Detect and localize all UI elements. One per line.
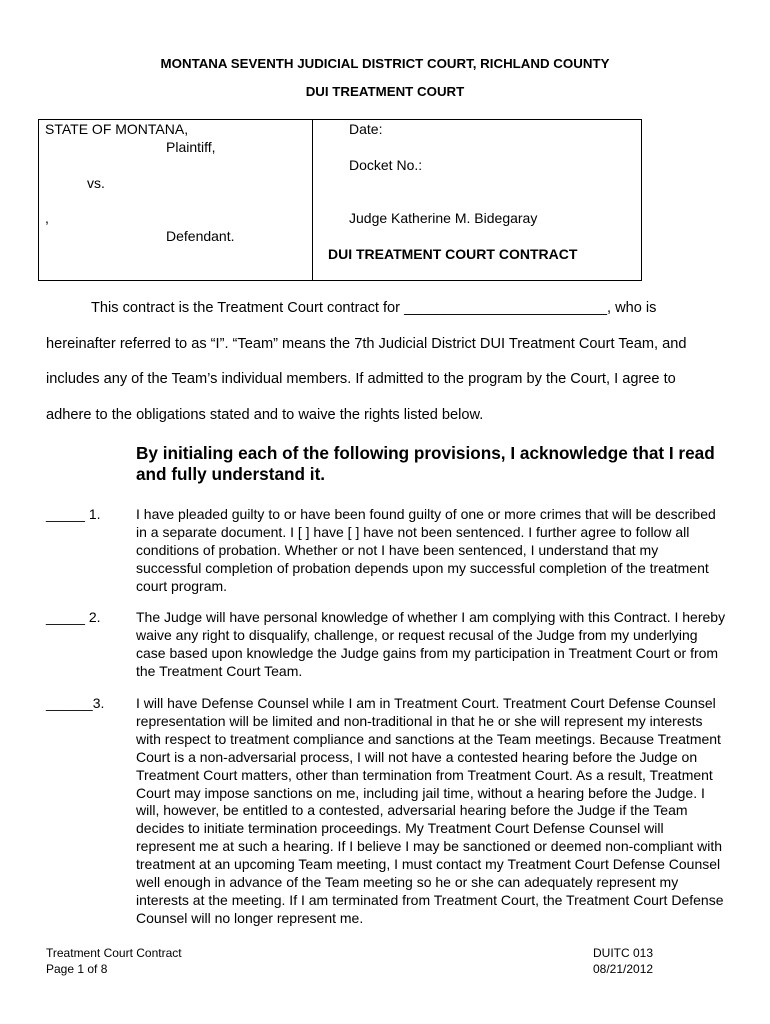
versus-label: vs. [87,175,105,191]
provision-2-initial-blank: _____ 2. [46,609,101,625]
plaintiff-role: Plaintiff, [166,139,216,155]
footer-page-number: Page 1 of 8 [46,962,108,976]
defendant-role: Defendant. [166,228,235,244]
intro-line-4: adhere to the obligations stated and to waive the rights listed below. [46,407,484,423]
provision-2-text: The Judge will have personal knowledge of whether I am complying with this Contract. I hereby waive any right to disqualify, challenge, or request recusal of the Judge from my underlying case based upon knowledge the Judge gains from my participation in Treatment Court or from the Treatment Court Team. [136,609,726,679]
provision-1-initial-blank: _____ 1. [46,506,101,522]
provision-1-text: I have pleaded guilty to or have been found guilty of one or more crimes that will be described in a separate document. I [ ] have [ ] have not been sentenced. I further agree to follow all conditions of probation. Whether or not I have been sentenced, I understand that my successful completion of probation depends upon my successful completion of the treatment court program. [136,506,716,594]
date-label: Date: [349,121,383,137]
court-name: MONTANA SEVENTH JUDICIAL DISTRICT COURT, RICHLAND COUNTY [160,56,610,71]
footer-form-date: 08/21/2012 [593,962,654,976]
defendant-name: , [45,210,49,226]
provision-3-text: I will have Defense Counsel while I am in Treatment Court. Treatment Court Defense Counsel representation will be limited and non-traditional in that he or she will represent my interests with respect to treatment compliance and sanctions at the Team meetings. Because Treatment Court is a non-adversarial process, I will not have a contested hearing before the Judge on Treatment Court matters, other than termination from Treatment Court. As a result, Treatment Court may impose sanctions on me, including jail time, without a hearing before the Judge. I will, however, be entitled to a contested, adversarial hearing before the Judge if the Team decides to initiate termination proceedings. My Treatment Court Defense Counsel will represent me at such a hearing. If I believe I may be sanctioned or deemed non-compliant with treatment at an upcoming Team meeting, I must contact my Treatment Court Defense Counsel well enough in advance of the Team meeting so he or she can adequately represent my interests at the meeting. If I am terminated from Treatment Court, the Treatment Court Defense Counsel will no longer represent me. [136,695,724,926]
footer-form-code: DUITC 013 [593,946,654,960]
program-name: DUI TREATMENT COURT [305,84,465,99]
contract-title: DUI TREATMENT COURT CONTRACT [328,246,578,262]
plaintiff-name: STATE OF MONTANA, [45,121,189,137]
provision-3-initial-blank: ______3. [46,695,105,711]
intro-line-1: This contract is the Treatment Court contract for _________________________, who is [91,300,657,316]
footer-form-name: Treatment Court Contract [46,946,182,960]
intro-line-2: hereinafter referred to as “I”. “Team” means the 7th Judicial District DUI Treatment Court Team, and [46,336,687,352]
caption-divider [312,119,313,281]
acknowledgement-heading: By initialing each of the following provisions, I acknowledge that I read and fully understand it. [136,443,715,484]
intro-line-3: includes any of the Team’s individual members. If admitted to the program by the Court, I agree to [46,371,676,387]
judge-name: Judge Katherine M. Bidegaray [349,210,538,226]
docket-label: Docket No.: [349,157,423,173]
